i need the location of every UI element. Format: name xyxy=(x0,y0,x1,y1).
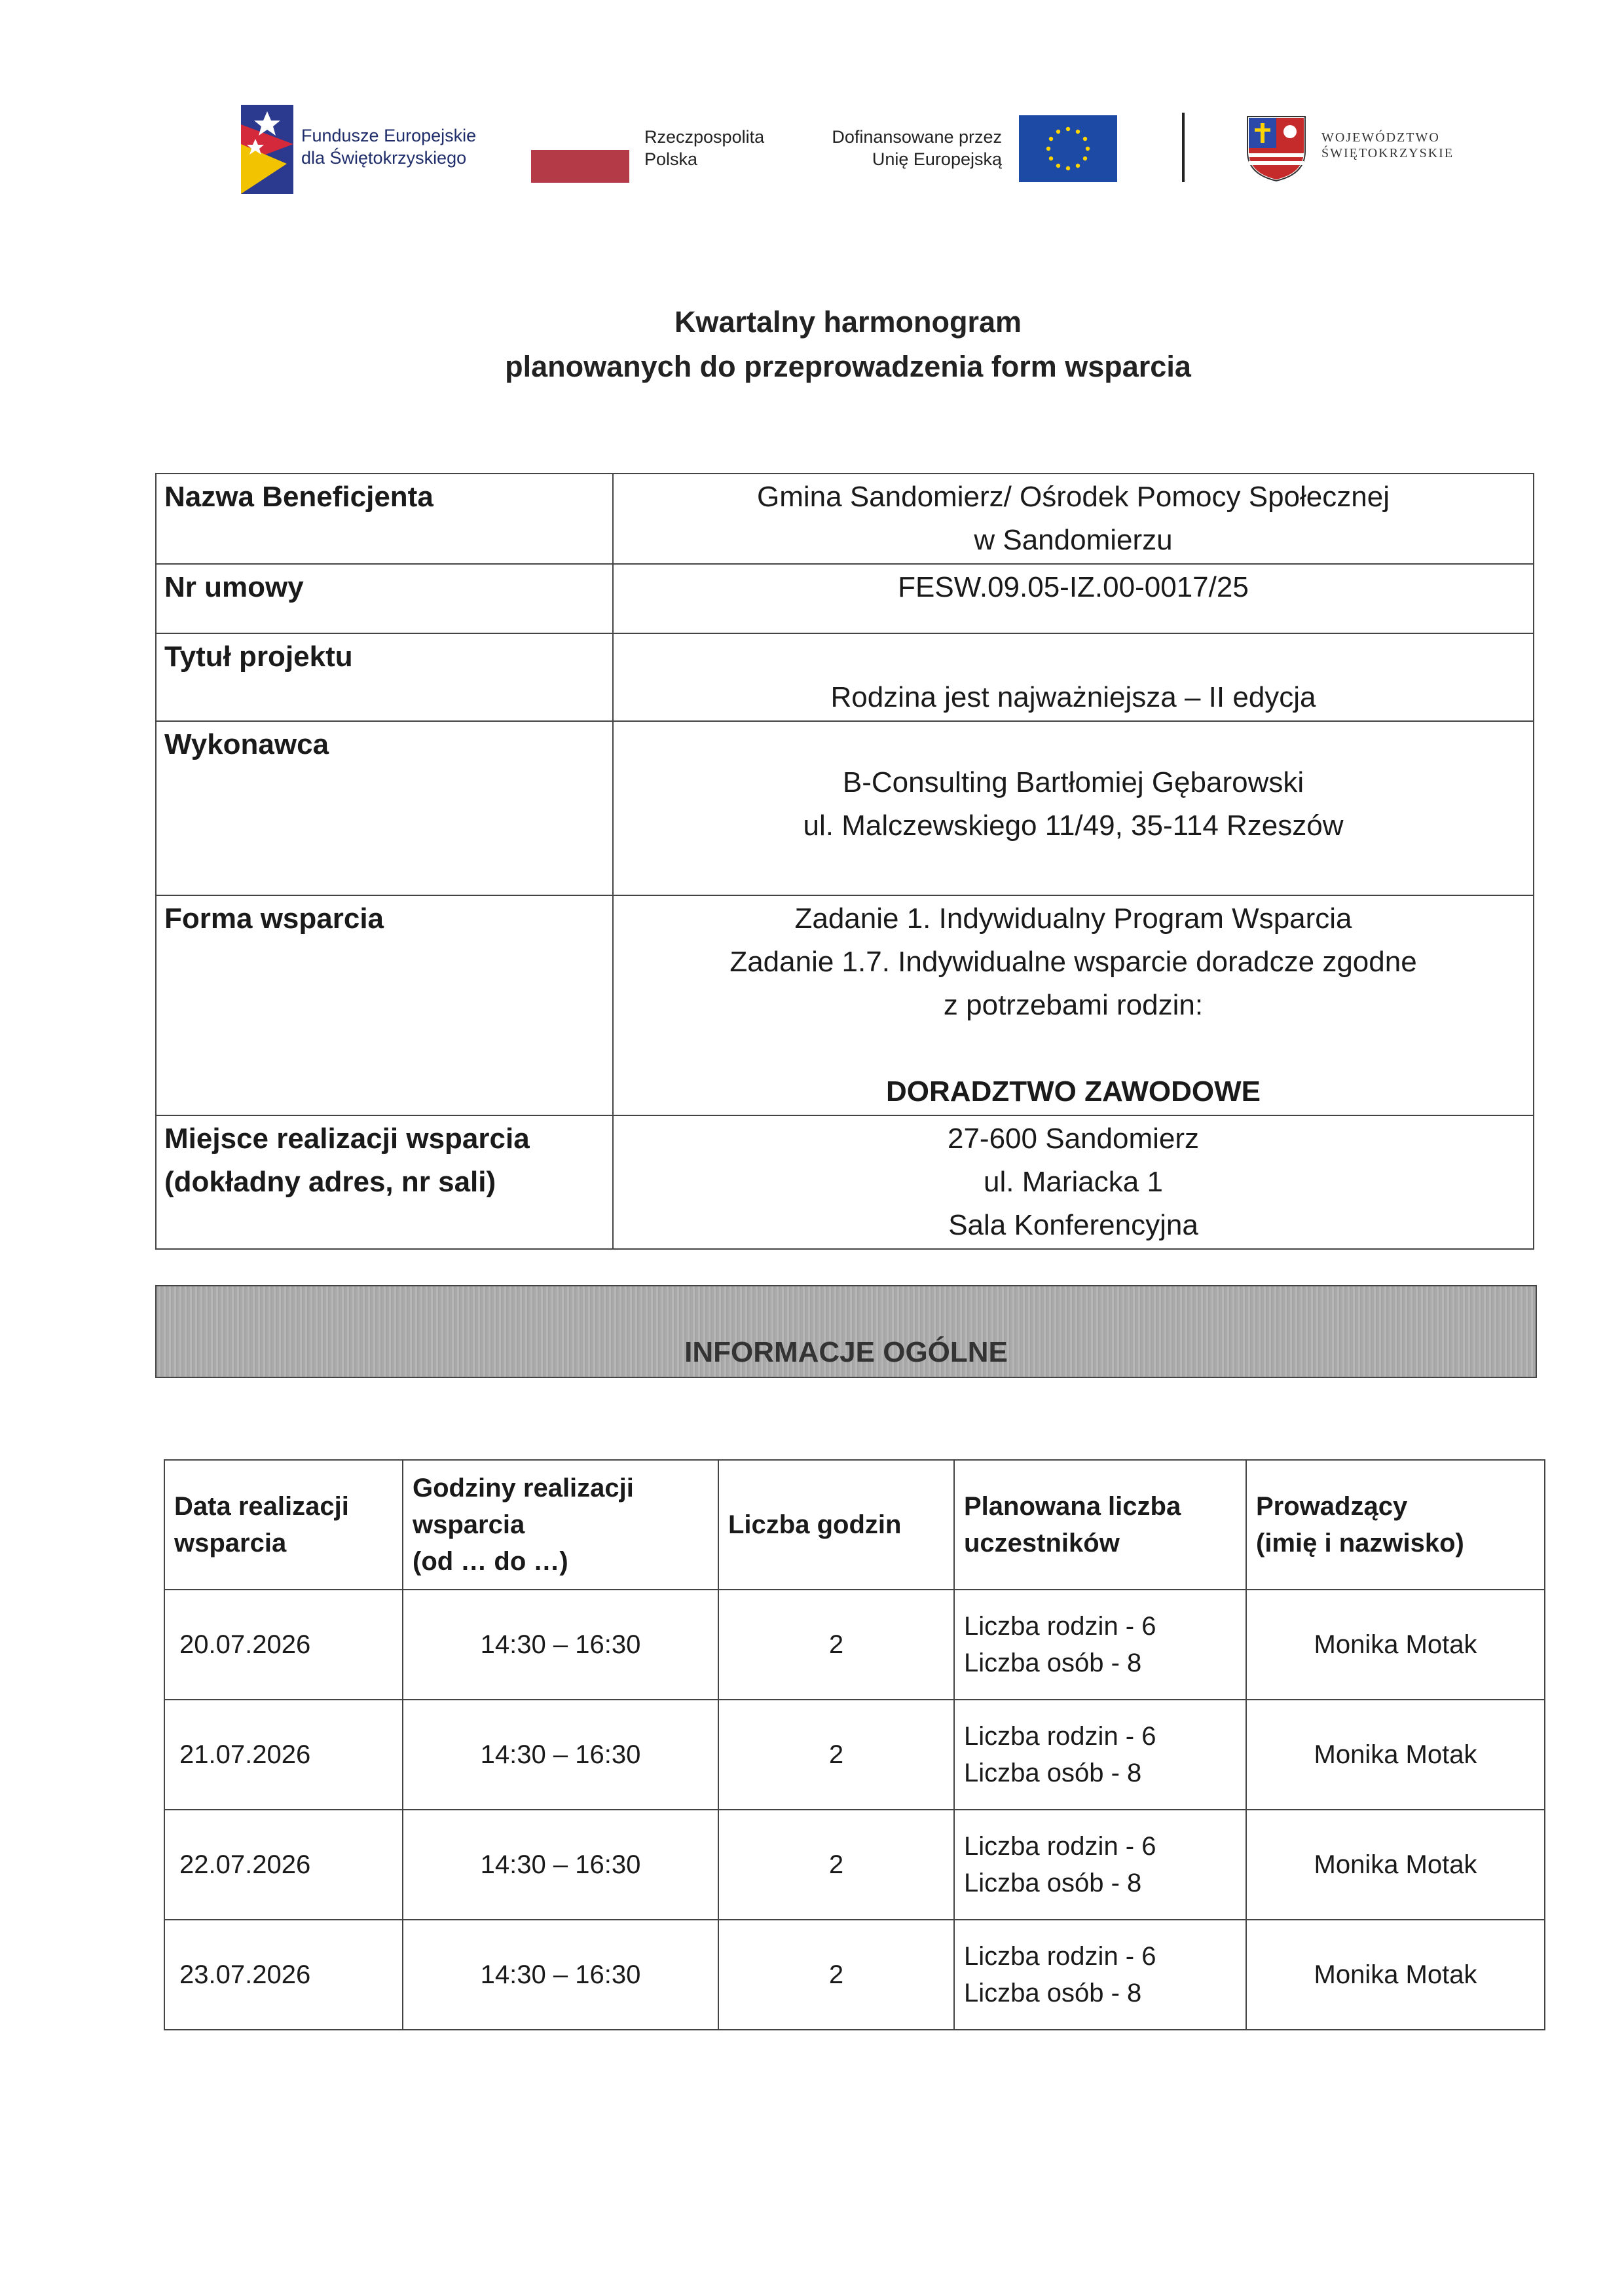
forma-value xyxy=(613,895,1534,1115)
forma-line2: Zadanie 1.7. Indywidualne wsparcie doradcze zgodne xyxy=(729,946,1417,978)
cell-families: Liczba rodzin - 6 xyxy=(964,1612,1156,1641)
section-label: INFORMACJE OGÓLNE xyxy=(684,1336,1008,1368)
sw-line1: WOJEWÓDZTWO xyxy=(1321,130,1440,145)
info-row-miejsce xyxy=(156,1115,1534,1249)
header-planned-line1: Planowana liczba xyxy=(964,1492,1181,1521)
projekt-title: Rodzina jest najważniejsza – II edycja xyxy=(830,681,1316,713)
eu-flag-icon xyxy=(1019,115,1117,182)
rp-logo-text xyxy=(644,126,764,170)
cell-participants xyxy=(954,1590,1246,1700)
cell-hours: 14:30 – 16:30 xyxy=(403,1590,718,1700)
rp-flag-icon xyxy=(531,150,629,183)
cell-count: 2 xyxy=(718,1810,954,1920)
table-row xyxy=(164,1810,1545,1920)
beneficjent-value xyxy=(613,474,1534,564)
cell-persons: Liczba osób - 8 xyxy=(964,1649,1142,1677)
miejsce-line3: Sala Konferencyjna xyxy=(948,1209,1198,1241)
cell-families: Liczba rodzin - 6 xyxy=(964,1722,1156,1751)
rp-line1: Rzeczpospolita xyxy=(644,127,765,147)
header-planned-line2: uczestników xyxy=(964,1529,1120,1558)
ue-logo-text xyxy=(799,126,1002,170)
cell-persons: Liczba osób - 8 xyxy=(964,1869,1142,1897)
forma-line1: Zadanie 1. Indywidualny Program Wsparcia xyxy=(794,903,1352,935)
header-date-line2: wsparcia xyxy=(174,1529,287,1558)
title-line2: planowanych do przeprowadzenia form wsparcia xyxy=(505,350,1191,383)
header-date xyxy=(164,1460,403,1590)
sw-line2: ŚWIĘTOKRZYSKIE xyxy=(1321,146,1454,160)
logo-bar xyxy=(0,0,1624,210)
miejsce-label-line2: (dokładny adres, nr sali) xyxy=(164,1166,496,1198)
cell-count: 2 xyxy=(718,1590,954,1700)
forma-line4: DORADZTWO ZAWODOWE xyxy=(886,1075,1261,1108)
schedule-header-row xyxy=(164,1460,1545,1590)
info-row-wykonawca xyxy=(156,721,1534,895)
header-date-line1: Data realizacji xyxy=(174,1492,349,1521)
umowa-value: FESW.09.05-IZ.00-0017/25 xyxy=(613,564,1534,633)
fe-logo xyxy=(241,105,503,196)
rp-line2: Polska xyxy=(644,149,698,169)
beneficjent-line2: w Sandomierzu xyxy=(974,524,1173,556)
beneficjent-line1: Gmina Sandomierz/ Ośrodek Pomocy Społecznej xyxy=(757,481,1390,513)
fe-logo-line2: dla Świętokrzyskiego xyxy=(301,148,467,168)
miejsce-line1: 27-600 Sandomierz xyxy=(947,1123,1199,1155)
sw-logo-text xyxy=(1321,130,1454,161)
wykonawca-value xyxy=(613,721,1534,895)
header-lead xyxy=(1246,1460,1545,1590)
projekt-value xyxy=(613,633,1534,721)
umowa-label: Nr umowy xyxy=(156,564,613,633)
wykonawca-line2: ul. Malczewskiego 11/49, 35-114 Rzeszów xyxy=(803,810,1344,842)
miejsce-value xyxy=(613,1115,1534,1249)
ue-line1: Dofinansowane przez xyxy=(832,127,1002,147)
eu-stars-icon xyxy=(1019,115,1117,182)
fe-logo-text xyxy=(301,124,476,169)
cell-hours: 14:30 – 16:30 xyxy=(403,1920,718,2030)
ue-line2: Unię Europejską xyxy=(872,149,1002,169)
info-row-umowa xyxy=(156,564,1534,633)
header-hours-line1: Godziny realizacji xyxy=(413,1474,634,1502)
title-line1: Kwartalny harmonogram xyxy=(674,305,1022,339)
cell-lead: Monika Motak xyxy=(1246,1920,1545,2030)
logo-divider xyxy=(1182,113,1185,182)
miejsce-label-line1: Miejsce realizacji wsparcia xyxy=(164,1123,530,1155)
fe-logo-line1: Fundusze Europejskie xyxy=(301,126,477,145)
miejsce-line2: ul. Mariacka 1 xyxy=(984,1166,1163,1198)
cell-families: Liczba rodzin - 6 xyxy=(964,1942,1156,1971)
header-lead-line2: (imię i nazwisko) xyxy=(1256,1529,1464,1558)
cell-hours: 14:30 – 16:30 xyxy=(403,1810,718,1920)
forma-label: Forma wsparcia xyxy=(156,895,613,1115)
miejsce-label xyxy=(156,1115,613,1249)
header-planned xyxy=(954,1460,1246,1590)
section-band xyxy=(155,1285,1537,1378)
fe-flag-icon xyxy=(241,105,293,194)
table-row xyxy=(164,1700,1545,1810)
crest-icon xyxy=(1246,115,1306,182)
beneficjent-label: Nazwa Beneficjenta xyxy=(156,474,613,564)
info-row-projekt xyxy=(156,633,1534,721)
table-row xyxy=(164,1590,1545,1700)
header-count: Liczba godzin xyxy=(718,1460,954,1590)
cell-lead: Monika Motak xyxy=(1246,1590,1545,1700)
cell-date: 21.07.2026 xyxy=(164,1700,403,1810)
header-hours xyxy=(403,1460,718,1590)
info-row-beneficjent xyxy=(156,474,1534,564)
page-title xyxy=(0,300,1624,389)
header-hours-line2: wsparcia xyxy=(413,1510,525,1539)
header-hours-line3: (od … do …) xyxy=(413,1547,568,1576)
schedule-table xyxy=(164,1459,1545,2030)
cell-hours: 14:30 – 16:30 xyxy=(403,1700,718,1810)
cell-participants xyxy=(954,1920,1246,2030)
cell-lead: Monika Motak xyxy=(1246,1810,1545,1920)
table-row xyxy=(164,1920,1545,2030)
cell-count: 2 xyxy=(718,1700,954,1810)
cell-participants xyxy=(954,1810,1246,1920)
info-row-forma xyxy=(156,895,1534,1115)
header-lead-line1: Prowadzący xyxy=(1256,1492,1408,1521)
cell-lead: Monika Motak xyxy=(1246,1700,1545,1810)
projekt-label: Tytuł projektu xyxy=(156,633,613,721)
cell-date: 20.07.2026 xyxy=(164,1590,403,1700)
project-info-table xyxy=(155,473,1534,1250)
cell-date: 23.07.2026 xyxy=(164,1920,403,2030)
cell-persons: Liczba osób - 8 xyxy=(964,1979,1142,2007)
cell-date: 22.07.2026 xyxy=(164,1810,403,1920)
cell-persons: Liczba osób - 8 xyxy=(964,1759,1142,1787)
wykonawca-label: Wykonawca xyxy=(156,721,613,895)
cell-families: Liczba rodzin - 6 xyxy=(964,1832,1156,1861)
cell-participants xyxy=(954,1700,1246,1810)
wykonawca-line1: B-Consulting Bartłomiej Gębarowski xyxy=(842,766,1304,798)
forma-line3: z potrzebami rodzin: xyxy=(943,989,1204,1021)
cell-count: 2 xyxy=(718,1920,954,2030)
